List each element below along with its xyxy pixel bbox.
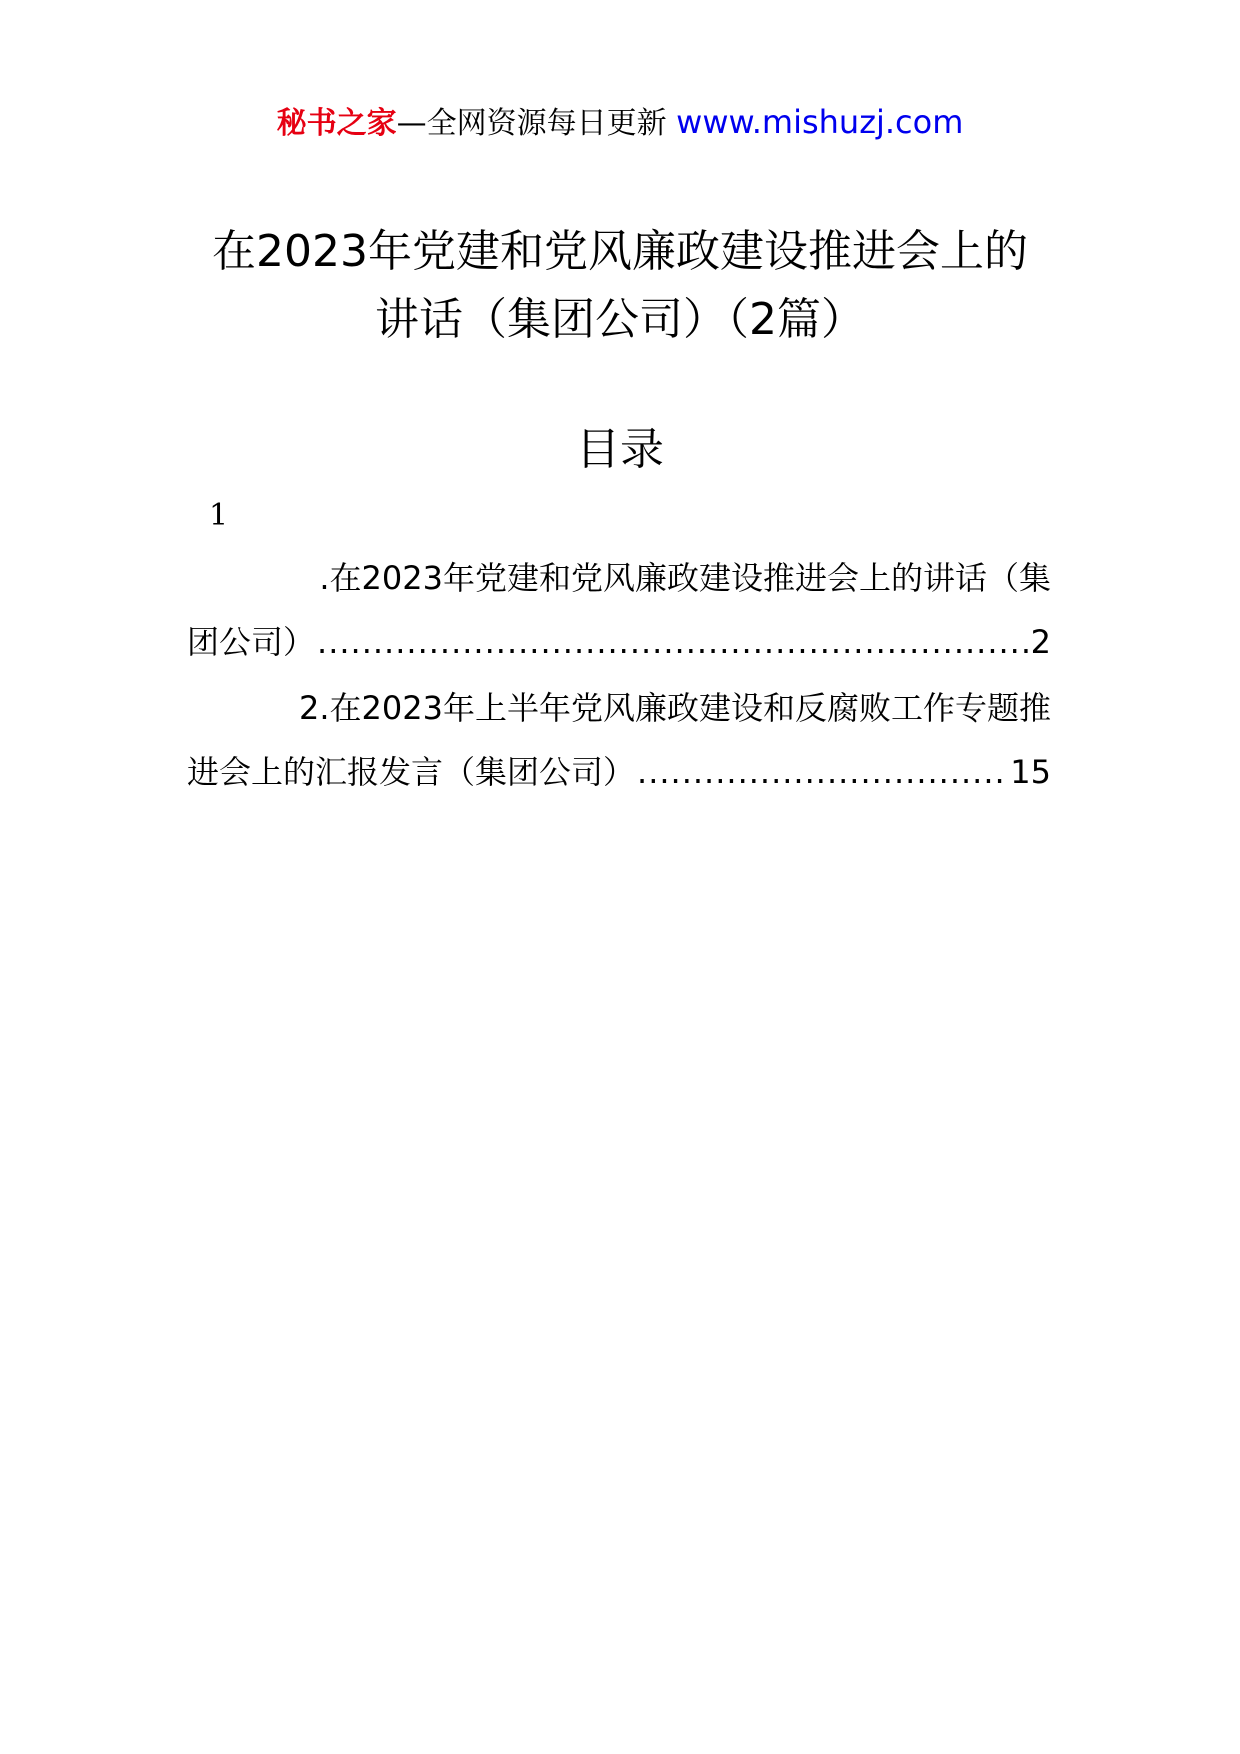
toc-entry-text-tail: 团公司） xyxy=(187,623,316,661)
document-title-line-1: 在2023年党建和党风廉政建设推进会上的 xyxy=(212,226,1028,277)
toc-heading: 目录 xyxy=(576,424,664,475)
toc-entry[interactable] xyxy=(187,546,1051,674)
toc-entry-text-line-1: .在2023年党建和党风廉政建设推进会上的讲话（集 xyxy=(319,559,1051,597)
header-slogan: —全网资源每日更新 xyxy=(396,106,677,141)
toc-entry-text-tail: 进会上的汇报发言（集团公司） xyxy=(187,753,636,791)
toc-dot-leader xyxy=(637,740,1008,804)
toc-dot-leader xyxy=(317,610,1029,674)
toc-stray-number: 1 xyxy=(209,498,229,533)
toc-entry[interactable] xyxy=(187,676,1051,804)
toc-page-number: 15 xyxy=(1010,753,1051,791)
site-url-link[interactable]: www.mishuzj.com xyxy=(676,103,964,141)
toc-entry-text-line-2 xyxy=(187,610,1051,674)
toc-entry-text-line-1: 2.在2023年上半年党风廉政建设和反腐败工作专题推 xyxy=(299,689,1051,727)
toc-page-number: 2 xyxy=(1030,623,1051,661)
document-title xyxy=(150,218,1090,354)
site-header xyxy=(0,100,1240,146)
toc-entry-text-line-2 xyxy=(187,740,1051,804)
document-title-line-2: 讲话（集团公司）（2篇） xyxy=(375,294,865,345)
brand-name: 秘书之家 xyxy=(276,106,397,141)
